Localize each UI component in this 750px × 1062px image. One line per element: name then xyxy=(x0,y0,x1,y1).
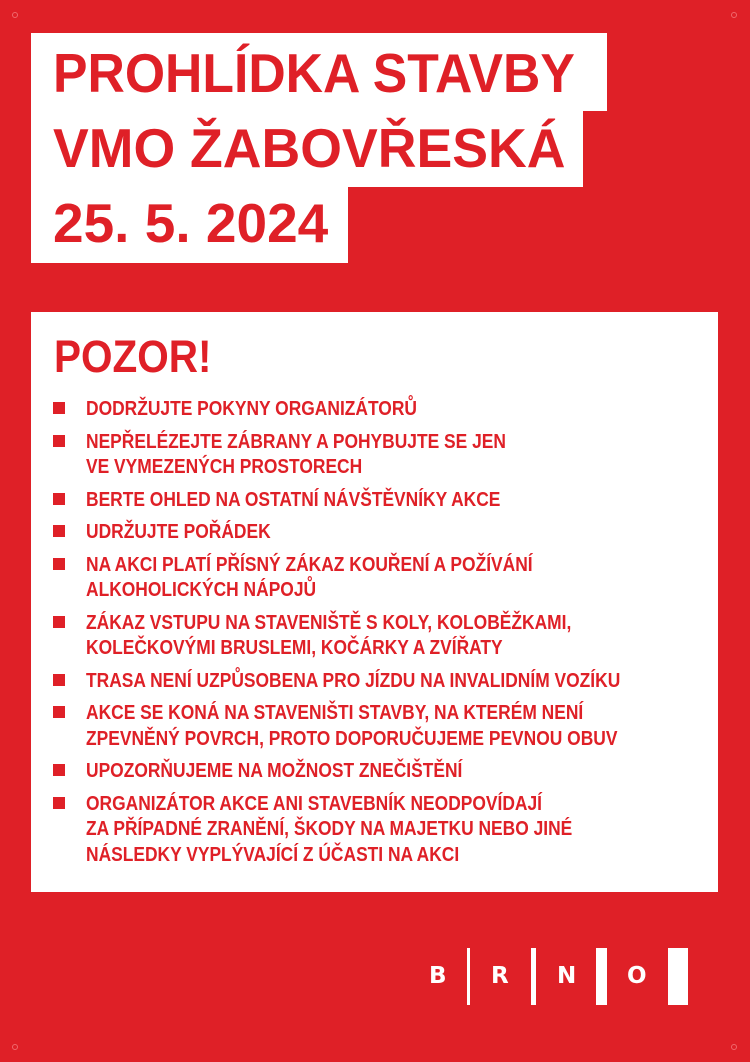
rules-list xyxy=(53,397,700,875)
rule-text-line: NÁSLEDKY VYPLÝVAJÍCÍ Z ÚČASTI NA AKCI xyxy=(86,843,460,866)
square-bullet-icon xyxy=(53,706,65,718)
logo-letter-o: O xyxy=(627,963,647,989)
rule-item xyxy=(53,701,700,752)
logo-bar-1 xyxy=(467,948,470,1005)
grommet-top-left-icon xyxy=(12,12,18,18)
square-bullet-icon xyxy=(53,797,65,809)
rule-text-line: ZPEVNĚNÝ POVRCH, PROTO DOPORUČUJEME PEVNOU OBUV xyxy=(86,727,618,750)
logo-letter-b: B xyxy=(429,963,447,989)
notice-panel xyxy=(31,312,718,892)
logo-letter-r: R xyxy=(491,963,509,989)
rule-text-line: ALKOHOLICKÝCH NÁPOJŮ xyxy=(86,579,317,601)
square-bullet-icon xyxy=(53,764,65,776)
square-bullet-icon xyxy=(53,493,65,505)
square-bullet-icon xyxy=(53,435,65,447)
rule-text-line: AKCE SE KONÁ NA STAVENIŠTI STAVBY, NA KTERÉM NENÍ xyxy=(86,702,584,724)
rule-item xyxy=(53,759,700,785)
event-title: PROHLÍDKA STAVBY xyxy=(53,42,575,104)
rule-text-line: BERTE OHLED NA OSTATNÍ NÁVŠTĚVNÍKY AKCE xyxy=(86,488,501,511)
rule-text-line: DODRŽUJTE POKYNY ORGANIZÁTORŮ xyxy=(86,398,417,420)
logo-letter-n: N xyxy=(557,963,577,989)
rule-text-line: UPOZORŇUJEME NA MOŽNOST ZNEČIŠTĚNÍ xyxy=(86,760,463,782)
rule-text-line: UDRŽUJTE POŘÁDEK xyxy=(86,521,271,543)
square-bullet-icon xyxy=(53,616,65,628)
logo-bar-2 xyxy=(531,948,536,1005)
rule-text-line: KOLEČKOVÝMI BRUSLEMI, KOČÁRKY A ZVÍŘATY xyxy=(86,637,503,659)
square-bullet-icon xyxy=(53,402,65,414)
rule-item xyxy=(53,520,700,546)
rule-item xyxy=(53,553,700,604)
rule-text-line: TRASA NENÍ UZPŮSOBENA PRO JÍZDU NA INVALIDNÍM VOZÍKU xyxy=(86,669,621,692)
logo-bar-3 xyxy=(596,948,607,1005)
rule-text-line: ZÁKAZ VSTUPU NA STAVENIŠTĚ S KOLY, KOLOBĚŽKAMI, xyxy=(86,611,572,634)
rule-item xyxy=(53,669,700,695)
square-bullet-icon xyxy=(53,558,65,570)
rule-text-line: NEPŘELÉZEJTE ZÁBRANY A POHYBUJTE SE JEN xyxy=(86,430,506,453)
event-date: 25. 5. 2024 xyxy=(53,192,329,254)
grommet-bottom-left-icon xyxy=(12,1044,18,1050)
rule-item xyxy=(53,792,700,869)
rule-item xyxy=(53,611,700,662)
rule-item xyxy=(53,397,700,423)
notice-heading: POZOR! xyxy=(54,331,212,382)
rule-item xyxy=(53,430,700,481)
square-bullet-icon xyxy=(53,525,65,537)
rule-text-line: ZA PŘÍPADNÉ ZRANĚNÍ, ŠKODY NA MAJETKU NEBO JINÉ xyxy=(86,818,573,840)
grommet-bottom-right-icon xyxy=(731,1044,737,1050)
event-location: VMO ŽABOVŘESKÁ xyxy=(53,117,566,179)
rule-item xyxy=(53,488,700,514)
square-bullet-icon xyxy=(53,674,65,686)
grommet-top-right-icon xyxy=(731,12,737,18)
rule-text-line: NA AKCI PLATÍ PŘÍSNÝ ZÁKAZ KOUŘENÍ A POŽÍVÁNÍ xyxy=(86,553,533,576)
rule-text-line: ORGANIZÁTOR AKCE ANI STAVEBNÍK NEODPOVÍDAJÍ xyxy=(86,792,542,815)
rule-text-line: VE VYMEZENÝCH PROSTORECH xyxy=(86,456,363,478)
logo-bar-4 xyxy=(668,948,688,1005)
